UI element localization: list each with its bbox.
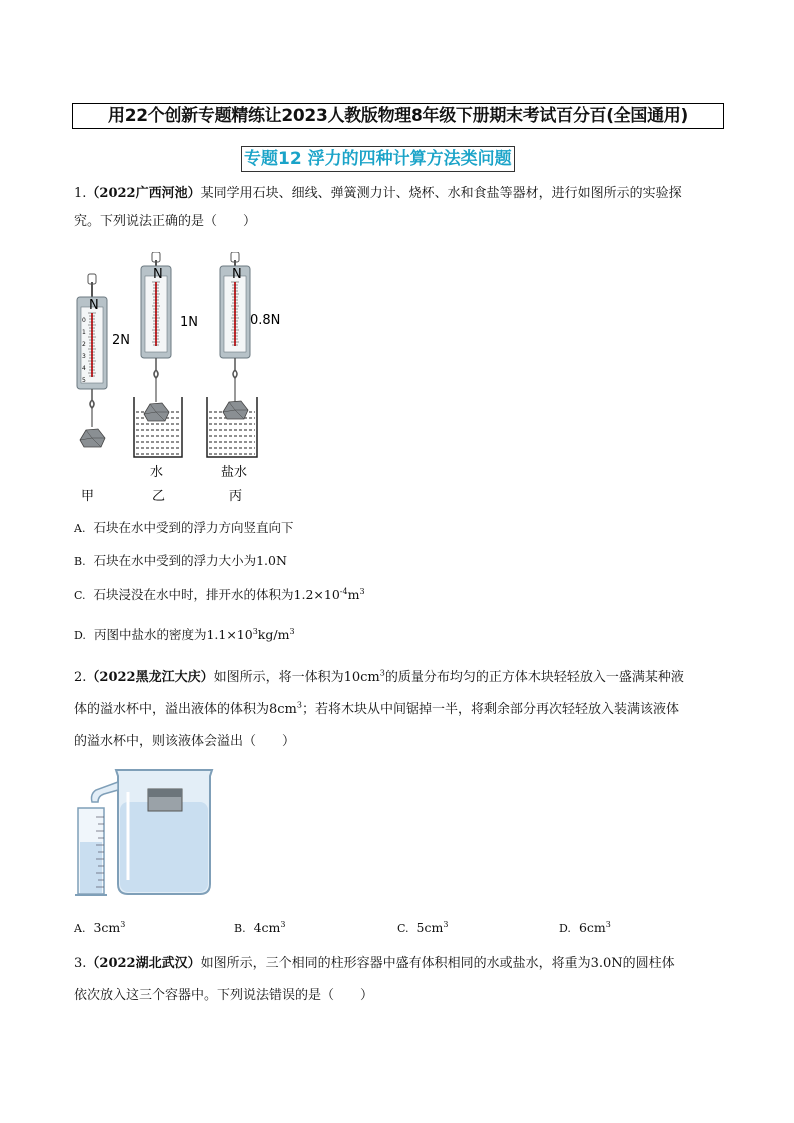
exponent: 3 <box>296 700 302 710</box>
q1-option-a[interactable] <box>74 518 293 536</box>
question-2 <box>74 664 734 756</box>
setup-label-bing: 丙 <box>229 489 243 502</box>
option-letter: B. <box>234 922 246 935</box>
reading-jia: 2N <box>112 333 130 348</box>
exponent: 3 <box>252 626 258 636</box>
q1-source: （2022广西河池） <box>86 186 201 201</box>
tick-5: 5 <box>82 377 86 384</box>
scale-bing <box>207 252 280 502</box>
reading-bing: 0.8N <box>250 313 281 328</box>
q2-text: 体的溢水杯中，溢出液体的体积为8cm <box>74 702 297 717</box>
scale-yi-unit: N <box>153 267 163 282</box>
q3-source: （2022湖北武汉） <box>86 956 201 971</box>
option-letter: A. <box>74 522 86 535</box>
question-1 <box>74 180 724 236</box>
q1-option-d[interactable] <box>74 625 295 643</box>
liquid-label-saltwater: 盐水 <box>221 465 248 480</box>
option-text: 6cm <box>578 920 606 935</box>
q3-number: 3. <box>74 956 87 971</box>
option-letter: D. <box>559 922 571 935</box>
option-text: 丙图中盐水的密度为1.1×10 <box>93 627 253 642</box>
exponent: 3 <box>359 586 365 596</box>
tick-2: 2 <box>82 341 86 348</box>
exponent: 3 <box>120 919 126 929</box>
exponent: 3 <box>280 919 286 929</box>
question-3 <box>74 950 734 1010</box>
option-text: 石块在水中受到的浮力方向竖直向下 <box>93 520 294 535</box>
option-letter: B. <box>74 555 86 568</box>
q1-number: 1. <box>74 186 87 201</box>
main-title: 用22个创新专题精练让2023人教版物理8年级下册期末考试百分百(全国通用) <box>72 103 724 129</box>
option-text: 3cm <box>93 920 121 935</box>
exponent: 3 <box>605 919 611 929</box>
q3-text-line1: 如图所示，三个相同的柱形容器中盛有体积相同的水或盐水，将重为3.0N的圆柱体 <box>200 956 675 971</box>
exponent: 3 <box>379 668 385 678</box>
q2-option-c[interactable] <box>397 920 448 935</box>
reading-yi: 1N <box>180 315 198 330</box>
setup-label-jia: 甲 <box>81 489 95 502</box>
topic-subtitle: 专题12 浮力的四种计算方法类问题 <box>241 146 515 172</box>
exponent: 3 <box>443 919 449 929</box>
q1-text-line2: 究。下列说法正确的是（ ） <box>74 214 257 229</box>
q2-option-d[interactable] <box>559 920 611 935</box>
setup-label-yi: 乙 <box>152 489 166 502</box>
unit: m <box>347 587 360 602</box>
scale-bing-unit: N <box>232 267 242 282</box>
scale-yi <box>134 252 198 502</box>
exponent: -4 <box>339 586 348 596</box>
scale-jia <box>77 274 130 447</box>
q2-text: 的质量分布均匀的正方体木块轻轻放入一盛满某种液 <box>384 670 684 685</box>
option-letter: C. <box>74 589 86 602</box>
scale-jia-unit: N <box>89 298 99 313</box>
option-text: 石块在水中受到的浮力大小为1.0N <box>93 553 287 568</box>
q2-text-line3: 的溢水杯中，则该液体会溢出（ ） <box>74 734 296 749</box>
q3-text-line2: 依次放入这三个容器中。下列说法错误的是（ ） <box>74 988 374 1003</box>
tick-1: 1 <box>82 329 86 336</box>
option-text: 4cm <box>253 920 281 935</box>
q2-text: ；若将木块从中间锯掉一半，将剩余部分再次轻轻放入装满该液体 <box>301 702 679 717</box>
q1-option-b[interactable] <box>74 551 287 569</box>
tick-3: 3 <box>82 353 86 360</box>
q2-option-a[interactable] <box>74 920 125 935</box>
q1-text-line1: 某同学用石块、细线、弹簧测力计、烧杯、水和食盐等器材，进行如图所示的实验探 <box>200 186 682 201</box>
q2-figure <box>72 762 222 902</box>
q2-number: 2. <box>74 670 87 685</box>
option-letter: D. <box>74 629 86 642</box>
q2-source: （2022黑龙江大庆） <box>86 670 214 685</box>
q2-option-b[interactable] <box>234 920 286 935</box>
exponent: 3 <box>289 626 295 636</box>
option-text: 石块浸没在水中时，排开水的体积为1.2×10 <box>93 587 340 602</box>
q1-option-c[interactable] <box>74 585 365 603</box>
q1-figure <box>70 252 300 502</box>
q2-text: 如图所示，将一体积为10cm <box>213 670 380 685</box>
liquid-label-water: 水 <box>150 465 164 480</box>
option-text: 5cm <box>416 920 444 935</box>
option-letter: C. <box>397 922 409 935</box>
tick-4: 4 <box>82 365 86 372</box>
tick-0: 0 <box>82 317 86 324</box>
option-letter: A. <box>74 922 86 935</box>
unit: kg/m <box>257 627 290 642</box>
